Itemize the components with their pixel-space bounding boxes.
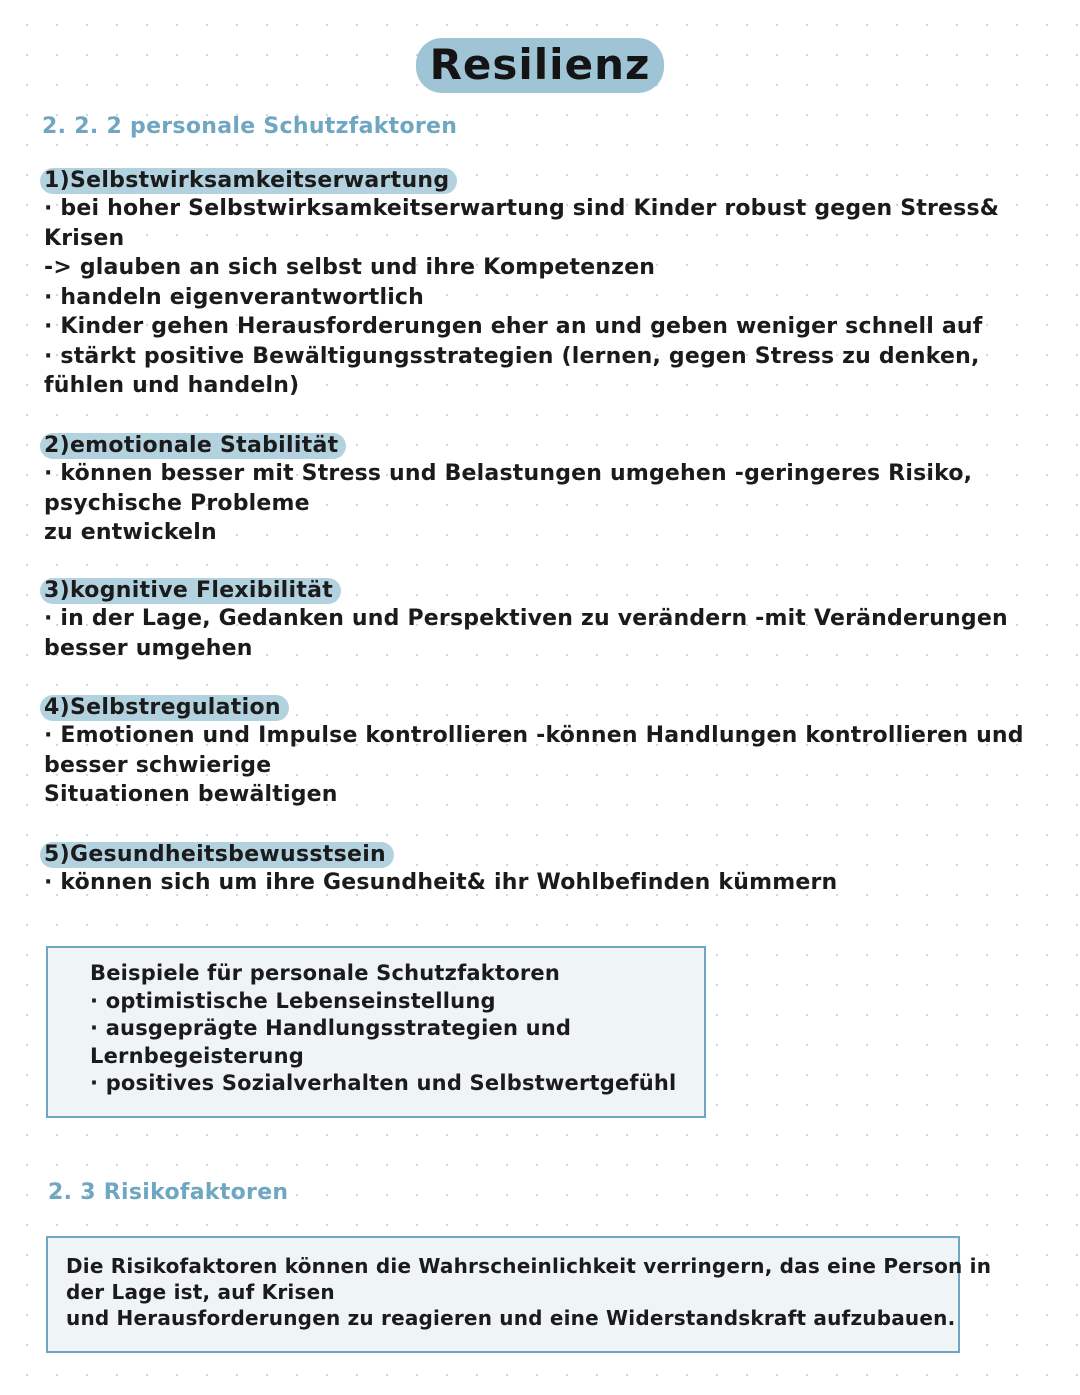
factor-line: · handeln eigenverantwortlich bbox=[44, 284, 425, 310]
factor-selbstregulation bbox=[44, 695, 1024, 810]
examples-line: Lernbegeisterung bbox=[90, 1043, 304, 1068]
page-title: Resilienz bbox=[416, 38, 665, 93]
factor-heading: 5)Gesundheitsbewusstsein bbox=[40, 842, 394, 868]
factor-selbstwirksamkeit bbox=[44, 168, 1024, 401]
examples-line: · ausgeprägte Handlungsstrategien und bbox=[90, 1016, 572, 1040]
examples-box bbox=[46, 946, 706, 1118]
factor-line: besser schwierige bbox=[44, 752, 272, 778]
factor-heading: 3)kognitive Flexibilität bbox=[40, 578, 341, 604]
factor-line: Situationen bewältigen bbox=[44, 782, 338, 807]
factor-line: zu entwickeln bbox=[44, 520, 217, 545]
factor-line: · Emotionen und Impulse kontrollieren -können Handlungen kontrollieren und bbox=[44, 723, 1024, 748]
factor-line: · können besser mit Stress und Belastungen umgehen -geringeres Risiko, bbox=[44, 461, 973, 486]
examples-line: Beispiele für personale Schutzfaktoren bbox=[90, 961, 560, 985]
risk-box bbox=[46, 1236, 992, 1353]
factor-kognitive-flexibilitaet bbox=[44, 578, 1024, 663]
factor-line: · bei hoher Selbstwirksamkeitserwartung sind Kinder robust gegen Stress& bbox=[44, 196, 1000, 221]
factor-heading: 1)Selbstwirksamkeitserwartung bbox=[40, 168, 457, 194]
section-heading-personal: 2. 2. 2 personale Schutzfaktoren bbox=[42, 114, 458, 139]
factor-line: -> glauben an sich selbst und ihre Kompetenzen bbox=[44, 255, 656, 280]
factor-heading: 2)emotionale Stabilität bbox=[40, 433, 346, 459]
factor-line: Krisen bbox=[44, 225, 125, 251]
title-wrapper bbox=[0, 38, 1080, 93]
factor-line: · in der Lage, Gedanken und Perspektiven zu verändern -mit Veränderungen bbox=[44, 606, 1008, 631]
factor-gesundheitsbewusstsein bbox=[44, 842, 1024, 898]
factor-emotionale-stabilitaet bbox=[44, 433, 1024, 548]
examples-line: · positives Sozialverhalten und Selbstwertgefühl bbox=[90, 1071, 677, 1095]
factor-line: psychische Probleme bbox=[44, 490, 310, 516]
factor-line: · stärkt positive Bewältigungsstrategien (lernen, gegen Stress zu denken, bbox=[44, 343, 980, 369]
factor-line: · Kinder gehen Herausforderungen eher an und geben weniger schnell auf bbox=[44, 314, 983, 339]
risk-line: Die Risikofaktoren können die Wahrscheinlichkeit verringern, das eine Person in bbox=[66, 1254, 992, 1278]
factor-line: besser umgehen bbox=[44, 635, 253, 661]
examples-line: · optimistische Lebenseinstellung bbox=[90, 988, 496, 1013]
risk-line: der Lage ist, auf Krisen bbox=[66, 1280, 335, 1304]
risk-line: und Herausforderungen zu reagieren und eine Widerstandskraft aufzubauen. bbox=[66, 1306, 956, 1330]
factor-heading: 4)Selbstregulation bbox=[40, 695, 289, 721]
factor-line: · können sich um ihre Gesundheit& ihr Wohlbefinden kümmern bbox=[44, 870, 838, 895]
section-heading-risk: 2. 3 Risikofaktoren bbox=[48, 1180, 289, 1205]
factor-line: fühlen und handeln) bbox=[44, 373, 300, 398]
